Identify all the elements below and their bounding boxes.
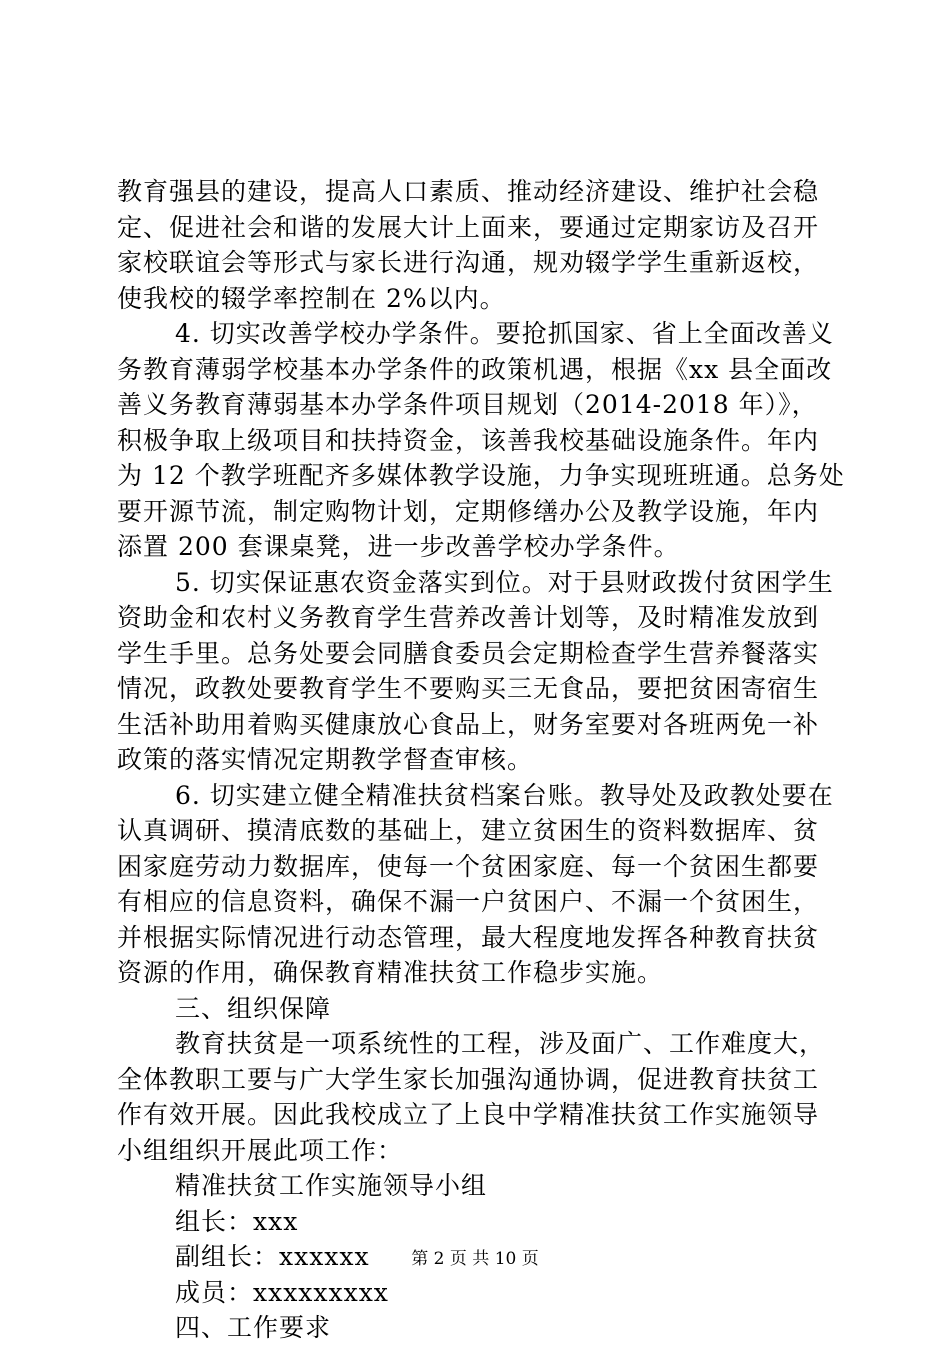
text-line: 善义务教育薄弱基本办学条件项目规划（2014-2018 年）》，	[117, 390, 818, 419]
text-line: 5. 切实保证惠农资金落实到位。对于县财政拨付贫困学生	[175, 567, 834, 597]
group-members: 成员：xxxxxxxxx	[175, 1277, 389, 1307]
text-line: 政策的落实情况定期教学督查审核。	[117, 745, 534, 774]
text-line: 教育扶贫是一项系统性的工程，涉及面广、工作难度大，	[175, 1029, 826, 1058]
text-line: 认真调研、摸清底数的基础上，建立贫困生的资料数据库、贫	[117, 816, 820, 845]
group-leader: 组长：xxx	[175, 1206, 299, 1236]
document-body	[117, 174, 845, 1346]
text-line: 家校联谊会等形式与家长进行沟通，规劝辍学学生重新返校，	[117, 248, 820, 277]
text-line: 情况，政教处要教育学生不要购买三无食品，要把贫困寄宿生	[117, 674, 820, 703]
text-line: 4. 切实改善学校办学条件。要抢抓国家、省上全面改善义	[175, 319, 834, 348]
text-line: 并根据实际情况进行动态管理，最大程度地发挥各种教育扶贫	[117, 922, 820, 952]
text-line: 有相应的信息资料，确保不漏一户贫困户、不漏一个贫困生，	[117, 887, 820, 916]
text-line: 小组组织开展此项工作：	[117, 1135, 404, 1165]
group-deputy-leader: 副组长：xxxxxx	[175, 1242, 370, 1271]
text-line: 要开源节流，制定购物计划，定期修缮办公及教学设施，年内	[117, 496, 820, 526]
text-line: 定、促进社会和谐的发展大计上面来，要通过定期家访及召开	[117, 212, 820, 242]
text-line: 困家庭劳动力数据库，使每一个贫困家庭、每一个贫困生都要	[117, 851, 820, 881]
text-line: 为 12 个教学班配齐多媒体教学设施，力争实现班班通。总务处	[117, 461, 845, 490]
text-line: 积极争取上级项目和扶持资金，该善我校基础设施条件。年内	[117, 425, 820, 455]
text-line: 资源的作用，确保教育精准扶贫工作稳步实施。	[117, 958, 664, 987]
text-line: 作有效开展。因此我校成立了上良中学精准扶贫工作实施领导	[117, 1100, 820, 1129]
text-line: 添置 200 套课桌凳，进一步改善学校办学条件。	[117, 532, 680, 561]
text-line: 生活补助用着购买健康放心食品上，财务室要对各班两免一补	[117, 709, 820, 739]
text-line: 教育强县的建设，提高人口素质、推动经济建设、维护社会稳	[117, 177, 820, 206]
text-line: 全体教职工要与广大学生家长加强沟通协调，促进教育扶贫工	[117, 1064, 820, 1094]
text-line: 资助金和农村义务教育学生营养改善计划等，及时精准发放到	[117, 603, 820, 632]
text-line: 学生手里。总务处要会同膳食委员会定期检查学生营养餐落实	[117, 638, 820, 668]
section-heading: 三、组织保障	[175, 993, 332, 1023]
text-line: 使我校的辍学率控制在 2%以内。	[117, 283, 506, 313]
text-line: 6. 切实建立健全精准扶贫档案台账。教导处及政教处要在	[175, 780, 834, 810]
text-line: 务教育薄弱学校基本办学条件的政策机遇，根据《xx 县全面改	[117, 354, 833, 384]
page-footer: 第 2 页 共 10 页	[411, 1249, 539, 1269]
section-heading: 四、工作要求	[175, 1313, 332, 1342]
group-title: 精准扶贫工作实施领导小组	[175, 1171, 488, 1200]
